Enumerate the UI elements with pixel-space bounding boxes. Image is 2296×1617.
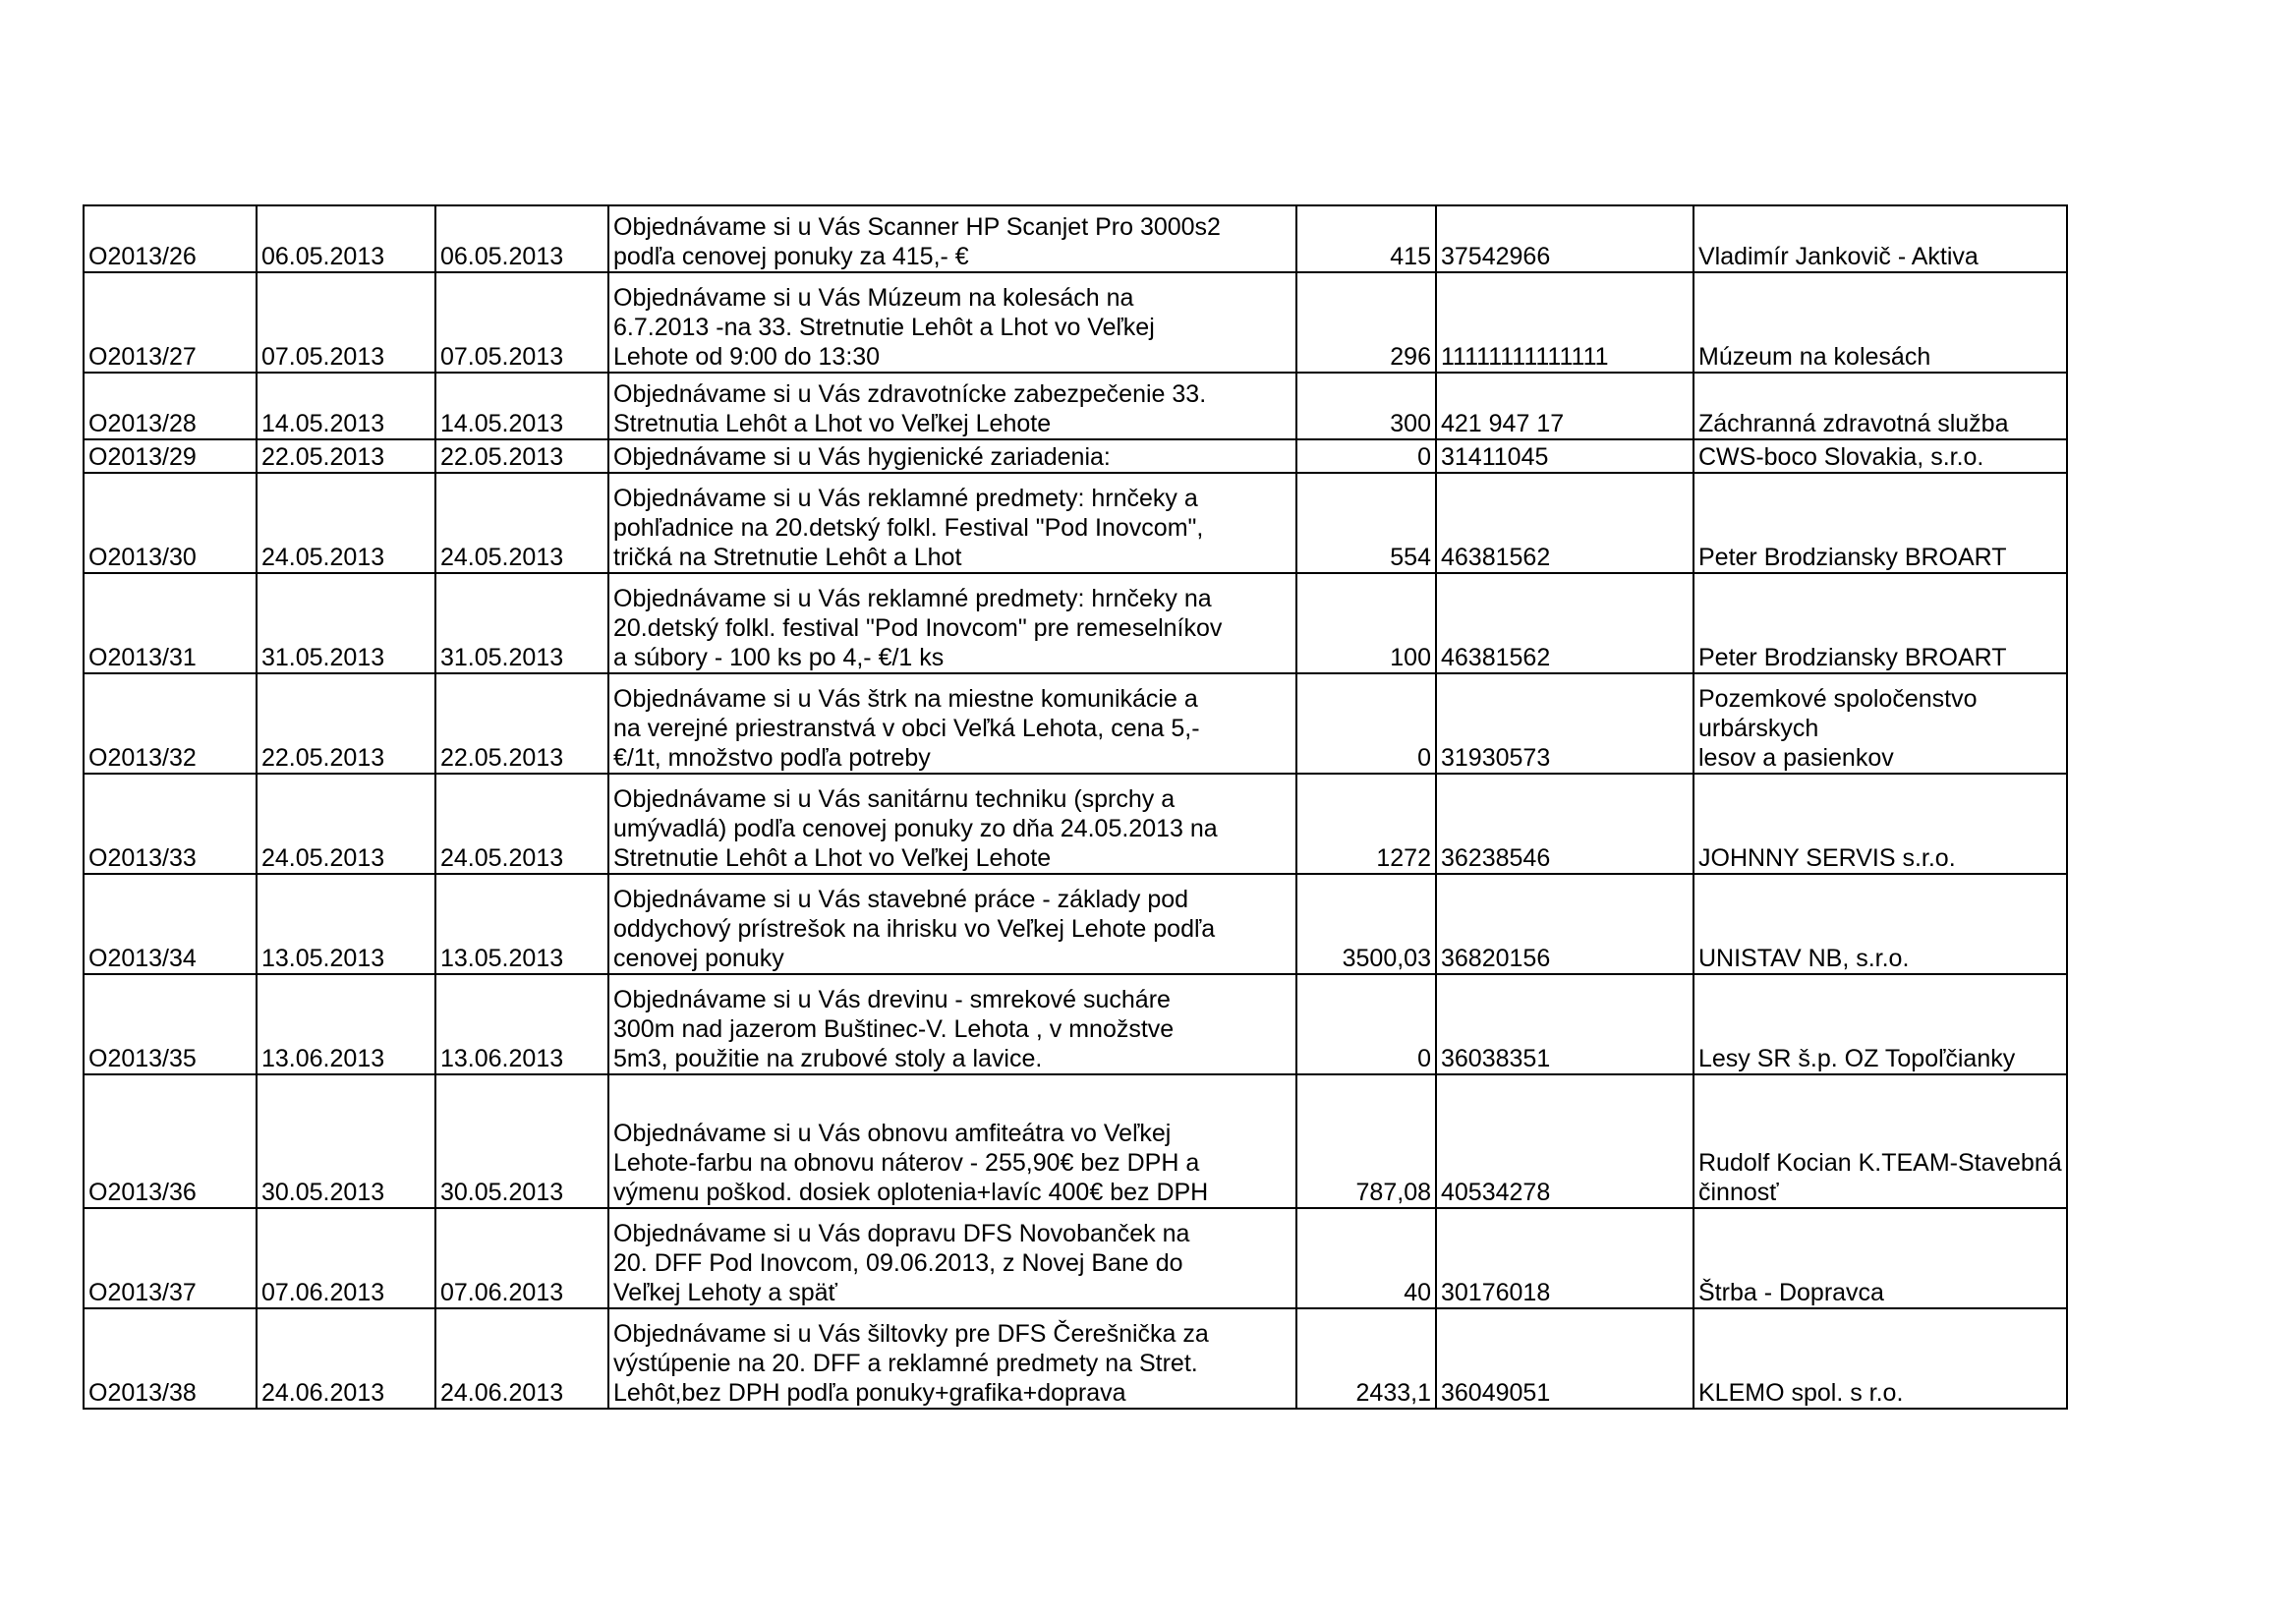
delivery-date-cell: 06.05.2013 [435,205,608,272]
ico-cell: 421 947 17 [1436,373,1693,439]
supplier-line: Múzeum na kolesách [1698,343,1931,371]
table-row [84,1074,2067,1208]
description-line: Lehôt,bez DPH podľa ponuky+grafika+doprava [613,1379,1126,1407]
delivery-date-cell: 14.05.2013 [435,373,608,439]
delivery-date-cell: 24.06.2013 [435,1308,608,1409]
table-row [84,974,2067,1074]
supplier-cell [1693,439,2067,473]
description-line: na verejné priestranstvá v obci Veľká Lehota, cena 5,- [613,715,1200,742]
amount-cell: 40 [1296,1208,1436,1308]
order-date-cell: 24.06.2013 [257,1308,435,1409]
description-cell [608,473,1296,573]
table-row [84,774,2067,874]
supplier-line: Peter Brodziansky BROART [1698,544,2007,571]
delivery-date-cell: 07.05.2013 [435,272,608,373]
delivery-date-cell: 22.05.2013 [435,439,608,473]
description-cell [608,373,1296,439]
description-line: výmenu poškod. dosiek oplotenia+lavíc 400€ bez DPH [613,1179,1209,1206]
order-date-cell: 24.05.2013 [257,774,435,874]
amount-cell: 3500,03 [1296,874,1436,974]
order-id-cell: O2013/28 [84,373,257,439]
description-cell [608,1308,1296,1409]
amount-cell: 296 [1296,272,1436,373]
description-line: Stretnutie Lehôt a Lhot vo Veľkej Lehote [613,844,1052,872]
order-date-cell: 07.06.2013 [257,1208,435,1308]
supplier-cell [1693,473,2067,573]
ico-cell: 36038351 [1436,974,1693,1074]
order-id-cell: O2013/37 [84,1208,257,1308]
description-line: Objednávame si u Vás obnovu amfiteátra vo Veľkej [613,1120,1172,1147]
supplier-line: Peter Brodziansky BROART [1698,644,2007,671]
order-date-cell: 31.05.2013 [257,573,435,673]
order-id-cell: O2013/31 [84,573,257,673]
delivery-date-cell: 07.06.2013 [435,1208,608,1308]
description-line: Lehote od 9:00 do 13:30 [613,343,881,371]
order-id-cell: O2013/32 [84,673,257,774]
amount-cell: 0 [1296,974,1436,1074]
order-date-cell: 06.05.2013 [257,205,435,272]
table-row [84,1208,2067,1308]
table-row [84,373,2067,439]
order-id-cell: O2013/27 [84,272,257,373]
description-line: €/1t, množstvo podľa potreby [613,744,931,772]
table-row [84,673,2067,774]
amount-cell: 0 [1296,673,1436,774]
table-row [84,1308,2067,1409]
order-date-cell: 22.05.2013 [257,673,435,774]
ico-cell: 46381562 [1436,473,1693,573]
ico-cell: 46381562 [1436,573,1693,673]
amount-cell: 1272 [1296,774,1436,874]
description-cell [608,439,1296,473]
description-line: oddychový prístrešok na ihrisku vo Veľkej Lehote podľa [613,915,1216,943]
ico-cell: 37542966 [1436,205,1693,272]
description-cell [608,1074,1296,1208]
description-line: cenovej ponuky [613,945,784,972]
supplier-line: lesov a pasienkov [1698,744,1894,772]
supplier-line: Vladimír Jankovič - Aktiva [1698,243,1979,270]
supplier-cell [1693,205,2067,272]
amount-cell: 554 [1296,473,1436,573]
order-id-cell: O2013/26 [84,205,257,272]
table-row [84,272,2067,373]
table-row [84,874,2067,974]
ico-cell: 36820156 [1436,874,1693,974]
ico-cell: 40534278 [1436,1074,1693,1208]
order-date-cell: 22.05.2013 [257,439,435,473]
delivery-date-cell: 31.05.2013 [435,573,608,673]
description-line: Objednávame si u Vás štrk na miestne komunikácie a [613,685,1198,713]
table-row [84,205,2067,272]
order-id-cell: O2013/38 [84,1308,257,1409]
description-line: Objednávame si u Vás hygienické zariadenia: [613,443,1111,471]
order-date-cell: 24.05.2013 [257,473,435,573]
description-line: tričká na Stretnutie Lehôt a Lhot [613,544,962,571]
description-cell [608,272,1296,373]
supplier-line: Rudolf Kocian K.TEAM-Stavebná činnosť [1698,1149,2062,1206]
description-line: Objednávame si u Vás Múzeum na kolesách na [613,284,1134,312]
order-id-cell: O2013/36 [84,1074,257,1208]
description-line: umývadlá) podľa cenovej ponuky zo dňa 24.05.2013 na [613,815,1218,842]
supplier-line: Záchranná zdravotná služba [1698,410,2009,437]
description-line: Objednávame si u Vás šiltovky pre DFS Čerešnička za [613,1320,1209,1348]
supplier-cell [1693,1208,2067,1308]
amount-cell: 0 [1296,439,1436,473]
delivery-date-cell: 13.05.2013 [435,874,608,974]
amount-cell: 415 [1296,205,1436,272]
description-cell [608,205,1296,272]
supplier-line: JOHNNY SERVIS s.r.o. [1698,844,1956,872]
description-line: 20. DFF Pod Inovcom, 09.06.2013, z Novej Bane do [613,1249,1183,1277]
supplier-cell [1693,272,2067,373]
amount-cell: 2433,1 [1296,1308,1436,1409]
ico-cell: 36238546 [1436,774,1693,874]
orders-table-body [84,205,2067,1409]
table-row [84,573,2067,673]
description-line: Objednávame si u Vás stavebné práce - základy pod [613,886,1189,913]
order-id-cell: O2013/34 [84,874,257,974]
order-id-cell: O2013/33 [84,774,257,874]
supplier-cell [1693,974,2067,1074]
order-date-cell: 07.05.2013 [257,272,435,373]
order-id-cell: O2013/30 [84,473,257,573]
description-line: 300m nad jazerom Buštinec-V. Lehota , v množstve [613,1015,1175,1043]
delivery-date-cell: 30.05.2013 [435,1074,608,1208]
description-cell [608,573,1296,673]
description-cell [608,774,1296,874]
amount-cell: 787,08 [1296,1074,1436,1208]
ico-cell: 31930573 [1436,673,1693,774]
description-line: Objednávame si u Vás reklamné predmety: hrnčeky a [613,485,1198,512]
supplier-cell [1693,373,2067,439]
order-id-cell: O2013/35 [84,974,257,1074]
ico-cell: 30176018 [1436,1208,1693,1308]
ico-cell: 31411045 [1436,439,1693,473]
supplier-cell [1693,1308,2067,1409]
ico-cell: 11111111111111 [1436,272,1693,373]
order-date-cell: 13.05.2013 [257,874,435,974]
description-line: Objednávame si u Vás zdravotnícke zabezpečenie 33. [613,380,1207,408]
description-line: Veľkej Lehoty a späť [613,1279,837,1306]
supplier-cell [1693,774,2067,874]
delivery-date-cell: 24.05.2013 [435,473,608,573]
description-line: 6.7.2013 -na 33. Stretnutie Lehôt a Lhot vo Veľkej [613,314,1155,341]
description-cell [608,1208,1296,1308]
description-line: podľa cenovej ponuky za 415,- € [613,243,969,270]
order-id-cell: O2013/29 [84,439,257,473]
order-date-cell: 30.05.2013 [257,1074,435,1208]
description-line: Stretnutia Lehôt a Lhot vo Veľkej Lehote [613,410,1052,437]
supplier-line: UNISTAV NB, s.r.o. [1698,945,1910,972]
orders-sheet [83,204,2068,1410]
description-line: Objednávame si u Vás sanitárnu techniku (sprchy a [613,785,1176,813]
supplier-cell [1693,874,2067,974]
table-row [84,473,2067,573]
order-date-cell: 13.06.2013 [257,974,435,1074]
supplier-cell [1693,573,2067,673]
supplier-cell [1693,1074,2067,1208]
description-line: výstúpenie na 20. DFF a reklamné predmety na Stret. [613,1350,1198,1377]
delivery-date-cell: 22.05.2013 [435,673,608,774]
supplier-cell [1693,673,2067,774]
description-line: Objednávame si u Vás dopravu DFS Novobanček na [613,1220,1190,1247]
supplier-line: Štrba - Dopravca [1698,1279,1884,1306]
description-line: Objednávame si u Vás Scanner HP Scanjet Pro 3000s2 [613,213,1221,241]
amount-cell: 100 [1296,573,1436,673]
description-cell [608,974,1296,1074]
description-line: Objednávame si u Vás drevinu - smrekové sucháre [613,986,1171,1013]
supplier-line: KLEMO spol. s r.o. [1698,1379,1904,1407]
supplier-line: Pozemkové spoločenstvo urbárskych [1698,685,1978,742]
amount-cell: 300 [1296,373,1436,439]
supplier-line: CWS-boco Slovakia, s.r.o. [1698,443,1984,471]
description-line: 5m3, použitie na zrubové stoly a lavice. [613,1045,1043,1072]
description-line: Lehote-farbu na obnovu náterov - 255,90€ bez DPH a [613,1149,1200,1177]
description-cell [608,673,1296,774]
orders-table [83,204,2068,1410]
table-row [84,439,2067,473]
description-line: Objednávame si u Vás reklamné predmety: hrnčeky na [613,585,1212,612]
description-line: a súbory - 100 ks po 4,- €/1 ks [613,644,945,671]
delivery-date-cell: 24.05.2013 [435,774,608,874]
description-line: 20.detský folkl. festival "Pod Inovcom" pre remeselníkov [613,614,1223,642]
description-line: pohľadnice na 20.detský folkl. Festival "Pod Inovcom", [613,514,1204,542]
ico-cell: 36049051 [1436,1308,1693,1409]
order-date-cell: 14.05.2013 [257,373,435,439]
delivery-date-cell: 13.06.2013 [435,974,608,1074]
supplier-line: Lesy SR š.p. OZ Topoľčianky [1698,1045,2016,1072]
description-cell [608,874,1296,974]
